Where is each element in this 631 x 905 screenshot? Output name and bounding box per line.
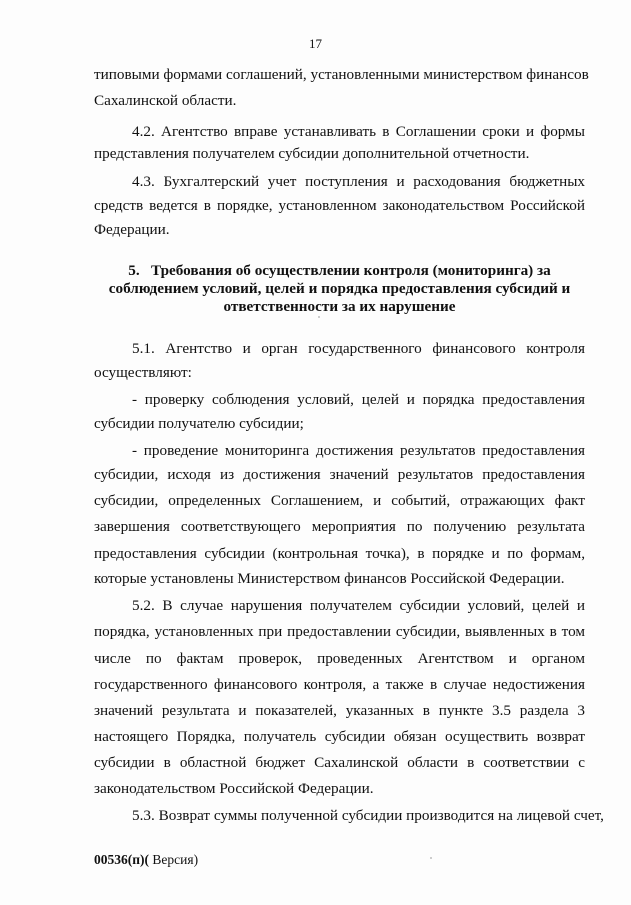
body-line: - проверку соблюдения условий, целей и порядка предоставления <box>132 391 585 408</box>
body-line: значений результата и показателей, указанных в пункте 3.5 раздела 3 <box>94 702 585 719</box>
body-line: субсидии, определенных Соглашением, и событий, отражающих факт <box>94 492 585 509</box>
body-line: субсидии получателю субсидии; <box>94 415 304 432</box>
body-line: 5.3. Возврат суммы полученной субсидии производится на лицевой счет, <box>132 807 604 824</box>
body-line: субсидии, исходя из достижения значений результатов предоставления <box>94 466 585 483</box>
body-line: субсидии в областной бюджет Сахалинской области в соответствии с <box>94 754 585 771</box>
scan-speck <box>318 316 320 318</box>
body-line: числе по фактам проверок, проведенных Агентством и органом <box>94 650 585 667</box>
body-line: представления получателем субсидии дополнительной отчетности. <box>94 145 530 162</box>
body-line: - проведение мониторинга достижения результатов предоставления <box>132 442 585 459</box>
body-line: типовыми формами соглашений, установленными министерством финансов <box>94 66 589 83</box>
document-footer <box>94 852 198 868</box>
body-line: 4.2. Агентство вправе устанавливать в Соглашении сроки и формы <box>132 123 585 140</box>
body-line: которые установлены Министерством финансов Российской Федерации. <box>94 570 565 587</box>
body-line: средств ведется в порядке, установленном законодательством Российской <box>94 197 585 214</box>
body-line: Федерации. <box>94 221 170 238</box>
body-line: государственного финансового контроля, а также в случае недостижения <box>94 676 585 693</box>
body-line: 5.2. В случае нарушения получателем субсидии условий, целей и <box>132 597 585 614</box>
body-line: законодательством Российской Федерации. <box>94 780 374 797</box>
body-line: завершения соответствующего мероприятия по получению результата <box>94 518 585 535</box>
footer-code: 00536(п)( <box>94 852 150 867</box>
page-number: 17 <box>309 36 322 51</box>
body-line: Сахалинской области. <box>94 92 237 109</box>
scan-speck <box>430 857 432 859</box>
body-line: 5.1. Агентство и орган государственного финансового контроля <box>132 340 585 357</box>
body-line: порядка, установленных при предоставлении субсидии, выявленных в том <box>94 623 585 640</box>
body-line: предоставления субсидии (контрольная точка), в порядке и по формам, <box>94 545 585 562</box>
body-line: осуществляют: <box>94 364 192 381</box>
body-line: 4.3. Бухгалтерский учет поступления и расходования бюджетных <box>132 173 585 190</box>
footer-version: Версия) <box>149 852 199 867</box>
section-heading: ответственности за их нарушение <box>223 298 456 315</box>
section-heading: соблюдением условий, целей и порядка предоставления субсидий и <box>108 280 571 297</box>
body-line: настоящего Порядка, получатель субсидии обязан осуществить возврат <box>94 728 585 745</box>
section-heading: 5. Требования об осуществлении контроля (мониторинга) за <box>128 262 551 279</box>
